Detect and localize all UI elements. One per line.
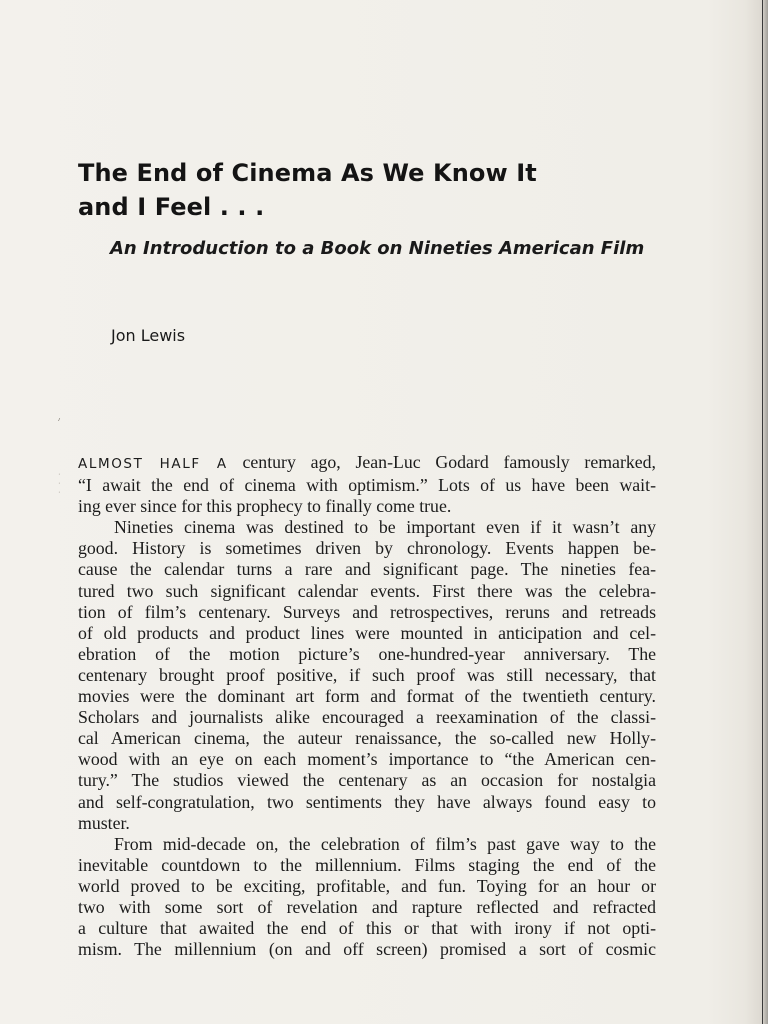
chapter-title-line-2: and I Feel . . . xyxy=(78,193,265,221)
chapter-subtitle: An Introduction to a Book on Nineties American Film xyxy=(110,238,645,259)
body-line-text: century ago, Jean-Luc Godard famously remarked, xyxy=(227,452,656,472)
paragraph-1 xyxy=(78,452,656,517)
body-line: movies were the dominant art form and format of the twentieth century. xyxy=(78,686,656,707)
body-line: inevitable countdown to the millennium. Films staging the end of the xyxy=(78,854,656,875)
chapter-title xyxy=(78,156,718,224)
body-line: centenary brought proof positive, if such proof was still necessary, that xyxy=(78,664,656,685)
body-line: of old products and product lines were mounted in anticipation and cel- xyxy=(78,622,656,643)
scan-speck: ‚̣ xyxy=(58,412,61,422)
body-line: ing ever since for this prophecy to finally come true. xyxy=(78,496,452,517)
body-line xyxy=(78,452,656,475)
body-line: tion of film’s centenary. Surveys and retrospectives, reruns and retreads xyxy=(78,601,656,622)
body-line: Scholars and journalists alike encouraged a reexamination of the classi- xyxy=(78,707,656,728)
body-line: two with some sort of revelation and rapture reflected and refracted xyxy=(78,896,656,917)
body-line: and self-congratulation, two sentiments they have always found easy to xyxy=(78,791,656,812)
body-line: From mid-decade on, the celebration of film’s past gave way to the xyxy=(114,833,656,854)
body-line: wood with an eye on each moment’s importance to “the American cen- xyxy=(78,749,656,770)
paragraph-2 xyxy=(78,517,656,833)
author-name: Jon Lewis xyxy=(111,326,186,345)
body-line: “I await the end of cinema with optimism.” Lots of us have been wait- xyxy=(78,475,656,496)
chapter-title-line-1: The End of Cinema As We Know It xyxy=(78,159,537,187)
body-line: a culture that awaited the end of this or that with irony if not opti- xyxy=(78,918,656,939)
body-line: mism. The millennium (on and off screen) promised a sort of cosmic xyxy=(78,939,656,960)
body-line: tured two such significant calendar events. First there was the celebra- xyxy=(78,580,656,601)
body-line: good. History is sometimes driven by chronology. Events happen be- xyxy=(78,538,656,559)
scan-speck-margin: ⋅ ⋅ ⋅ xyxy=(58,470,61,497)
body-text xyxy=(78,452,656,960)
body-line: cause the calendar turns a rare and significant page. The nineties fea- xyxy=(78,559,656,580)
lead-in-smallcaps: ALMOST HALF A xyxy=(78,456,228,472)
page-edge-line xyxy=(762,0,763,1024)
body-line: tury.” The studios viewed the centenary as an occasion for nostalgia xyxy=(78,770,656,791)
body-line: muster. xyxy=(78,812,130,833)
body-line: Nineties cinema was destined to be important even if it wasn’t any xyxy=(114,517,656,538)
body-line: cal American cinema, the auteur renaissance, the so-called new Holly- xyxy=(78,728,656,749)
paragraph-3 xyxy=(78,834,656,961)
body-line: world proved to be exciting, profitable, and fun. Toying for an hour or xyxy=(78,875,656,896)
body-line: ebration of the motion picture’s one-hundred-year anniversary. The xyxy=(78,643,656,664)
